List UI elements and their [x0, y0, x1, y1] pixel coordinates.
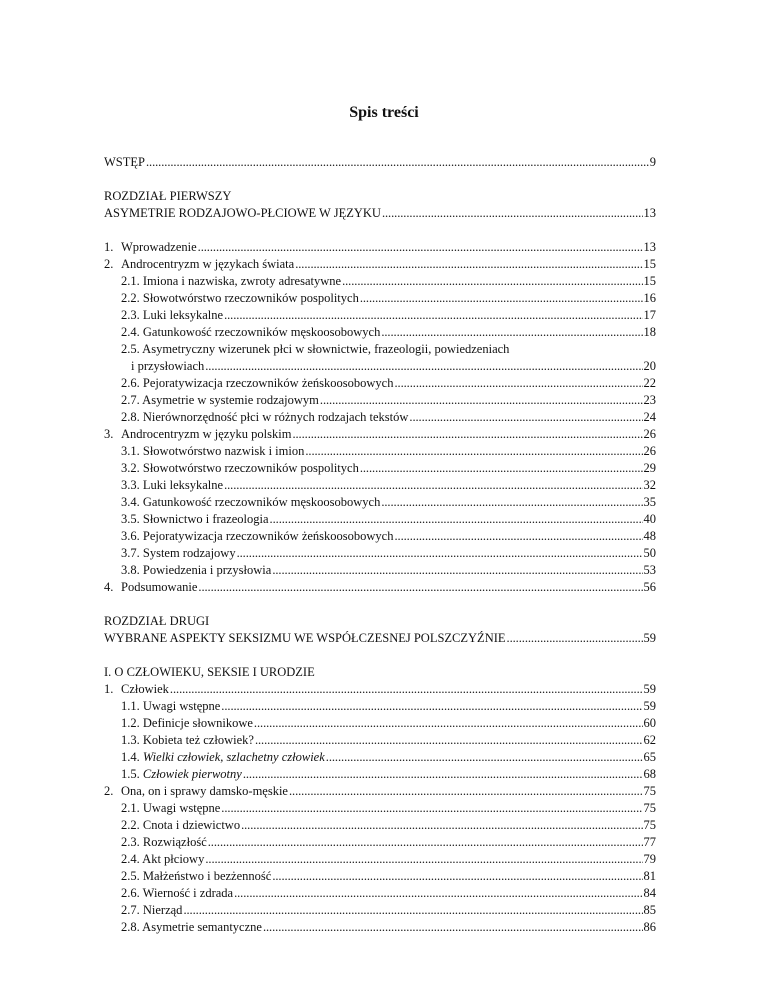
toc-entry: 2.1. Uwagi wstępne . . . 75 — [104, 800, 656, 817]
toc-entry: 2.5. Małżeństwo i bezżenność . . . 81 — [104, 868, 656, 885]
toc-entry: 3.6. Pejoratywizacja rzeczowników żeńskoosobowych . . . 48 — [104, 528, 656, 545]
toc-entry: 2.3. Luki leksykalne . . . 17 — [104, 307, 656, 324]
toc-entry: 3.2. Słowotwórstwo rzeczowników pospolitych . . . 29 — [104, 460, 656, 477]
toc-entry: 2.4. Gatunkowość rzeczowników męskoosobowych . . . 18 — [104, 324, 656, 341]
toc-entry: 4. Podsumowanie . . . 56 — [104, 579, 656, 596]
subpart-heading: I. O CZŁOWIEKU, SEKSIE I URODZIE — [104, 665, 315, 679]
toc-entry: 1.1. Uwagi wstępne . . . 59 — [104, 698, 656, 715]
toc-entry: 1. Wprowadzenie . . . 13 — [104, 239, 656, 256]
toc-entry: 1. Człowiek . . . 59 — [104, 681, 656, 698]
toc-entry: i przysłowiach . . . 20 — [104, 358, 656, 375]
toc-entry: 2.3. Rozwiązłość . . . 77 — [104, 834, 656, 851]
toc-entry: 1.2. Definicje słownikowe . . . 60 — [104, 715, 656, 732]
toc-entry: 2.4. Akt płciowy . . . 79 — [104, 851, 656, 868]
table-of-contents — [104, 154, 656, 936]
toc-entry: 2.6. Pejoratywizacja rzeczowników żeńskoosobowych . . . 22 — [104, 375, 656, 392]
toc-entry: 1.5. Człowiek pierwotny . . . 68 — [104, 766, 656, 783]
toc-entry: 2. Androcentryzm w językach świata . . . 15 — [104, 256, 656, 273]
toc-entry: 3.3. Luki leksykalne . . . 32 — [104, 477, 656, 494]
page-title: Spis treści — [349, 104, 419, 121]
toc-entry: 3.7. System rodzajowy . . . 50 — [104, 545, 656, 562]
chapter-title: WYBRANE ASPEKTY SEKSIZMU WE WSPÓŁCZESNEJ POLSZCZYŹNIE . . . 59 — [104, 630, 656, 647]
toc-entry: 2.2. Słowotwórstwo rzeczowników pospolitych . . . 16 — [104, 290, 656, 307]
chapter-label: ROZDZIAŁ DRUGI — [104, 614, 210, 628]
toc-entry: 1.4. Wielki człowiek, szlachetny człowiek . . . 65 — [104, 749, 656, 766]
toc-entry: 2.5. Asymetryczny wizerunek płci w słownictwie, frazeologii, powiedzeniach — [121, 342, 510, 356]
toc-entry: 1.3. Kobieta też człowiek? . . . 62 — [104, 732, 656, 749]
chapter-title: ASYMETRIE RODZAJOWO-PŁCIOWE W JĘZYKU . . . 13 — [104, 205, 656, 222]
toc-entry: 2.8. Asymetrie semantyczne . . . 86 — [104, 919, 656, 936]
toc-entry: 2.1. Imiona i nazwiska, zwroty adresatywne . . . 15 — [104, 273, 656, 290]
toc-entry: 2.8. Nierównorzędność płci w różnych rodzajach tekstów . . . 24 — [104, 409, 656, 426]
toc-entry: 3.1. Słowotwórstwo nazwisk i imion . . . 26 — [104, 443, 656, 460]
toc-entry: 3.4. Gatunkowość rzeczowników męskoosobowych . . . 35 — [104, 494, 656, 511]
toc-entry: 2.7. Asymetrie w systemie rodzajowym . . . 23 — [104, 392, 656, 409]
toc-entry: 3.8. Powiedzenia i przysłowia . . . 53 — [104, 562, 656, 579]
toc-entry: 2.6. Wierność i zdrada . . . 84 — [104, 885, 656, 902]
toc-entry-wstep: WSTĘP . . . 9 — [104, 154, 656, 171]
toc-entry: 3.5. Słownictwo i frazeologia . . . 40 — [104, 511, 656, 528]
chapter-label: ROZDZIAŁ PIERWSZY — [104, 189, 232, 203]
toc-entry: 2. Ona, on i sprawy damsko-męskie . . . 75 — [104, 783, 656, 800]
toc-entry: 2.7. Nierząd . . . 85 — [104, 902, 656, 919]
toc-entry: 2.2. Cnota i dziewictwo . . . 75 — [104, 817, 656, 834]
toc-entry: 3. Androcentryzm w języku polskim . . . 26 — [104, 426, 656, 443]
